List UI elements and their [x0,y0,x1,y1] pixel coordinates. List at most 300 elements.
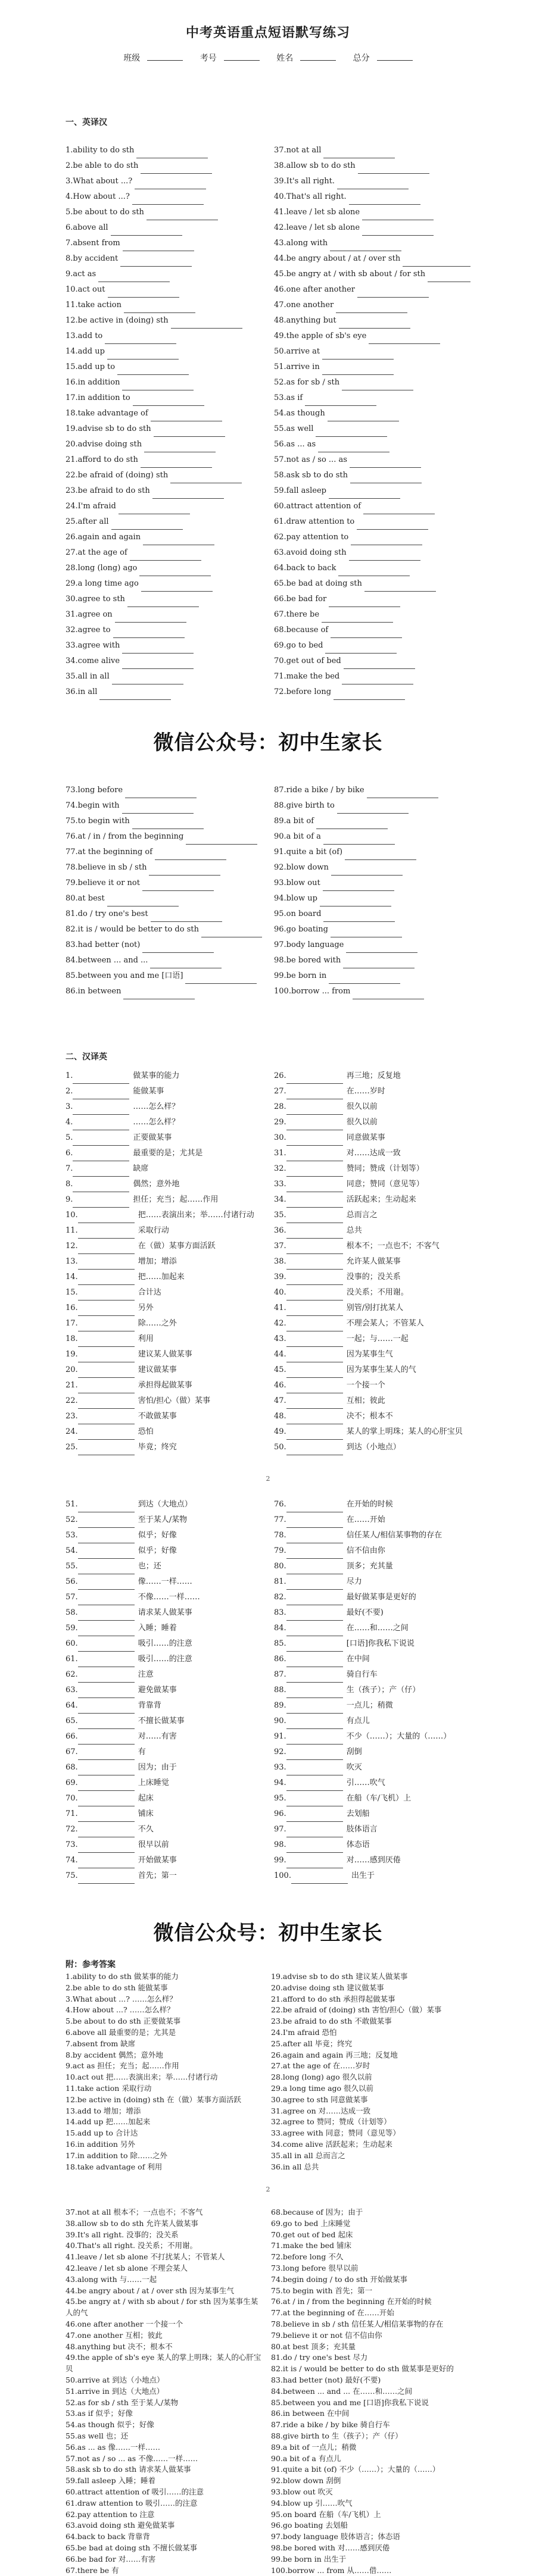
answer-blank[interactable] [171,318,242,329]
answer-item: 98.be bored with 对……感到厌倦 [271,2543,470,2554]
answer-blank[interactable] [133,396,204,406]
answer-blank[interactable] [78,1228,135,1239]
answer-blank[interactable] [141,458,212,468]
exercise-item [274,922,470,937]
item-prompt: 在……开始 [347,1512,385,1528]
answer-blank[interactable] [364,582,436,592]
answer-blank[interactable] [122,804,194,814]
answer-blank[interactable] [125,788,197,798]
answer-blank[interactable] [286,1812,343,1822]
answer-blank[interactable] [286,1383,343,1393]
answer-blank[interactable] [150,958,222,968]
answer-blank[interactable] [78,1703,135,1714]
answer-blank[interactable] [78,1812,135,1822]
answer-blank[interactable] [127,597,199,607]
item-number: 75. [66,1868,78,1884]
answer-item: 34.come alive 活跃起来；生动起来 [271,2139,470,2150]
answer-item: 85.between you and me [口语]你我私下说说 [271,2397,470,2409]
item-prompt: 入睡；睡着 [138,1621,177,1636]
answer-blank[interactable] [78,1352,135,1362]
answer-blank[interactable] [78,1275,135,1285]
answer-blank[interactable] [108,287,179,298]
answer-blank[interactable] [286,1105,343,1115]
answer-blank[interactable] [78,1781,135,1791]
item-prompt: 注意 [138,1667,154,1683]
answer-item: 94.blow up 引……吹气 [271,2498,470,2509]
answer-blank[interactable] [147,210,218,220]
answer-blank[interactable] [349,551,420,561]
answer-blank[interactable] [320,896,391,906]
answer-blank[interactable] [144,442,216,452]
answer-blank[interactable] [73,1167,129,1177]
exercise-item [274,1285,470,1300]
item-prompt: [口语]你我私下说说 [347,1636,415,1652]
answer-blank[interactable] [286,1182,343,1192]
answer-blank[interactable] [323,148,395,158]
exercise-item [274,220,470,236]
answer-blank[interactable] [286,1827,343,1837]
item-prompt: 90.a bit of a [274,829,321,845]
answer-blank[interactable] [286,1781,343,1791]
answer-blank[interactable] [130,551,201,561]
answer-blank[interactable] [322,349,394,359]
answer-blank[interactable] [339,318,410,329]
score-field[interactable] [350,52,416,64]
answer-blank[interactable] [115,612,186,623]
answer-blank[interactable] [286,1089,343,1099]
item-prompt: 2.be able to do sth [66,158,138,174]
answer-blank[interactable] [139,566,211,576]
answer-blank[interactable] [185,974,257,984]
answer-blank[interactable] [286,1352,343,1362]
answer-blank[interactable] [336,303,407,313]
answer-blank[interactable] [323,881,394,891]
item-prompt: 毕竟；终究 [138,1440,177,1455]
exercise-item [66,1177,262,1192]
answer-blank[interactable] [329,597,400,607]
exercise-item [274,1393,470,1409]
answer-blank[interactable] [291,1874,348,1884]
answer-blank[interactable] [286,1580,343,1590]
answer-blank[interactable] [111,226,182,236]
answer-blank[interactable] [331,927,402,937]
answer-blank[interactable] [349,195,420,205]
answer-blank[interactable] [286,1198,343,1208]
item-number: 26. [274,1068,286,1084]
answer-blank[interactable] [78,1430,135,1440]
item-prompt: 75.to begin with [66,814,130,829]
answer-blank[interactable] [322,612,393,623]
answer-blank[interactable] [78,1688,135,1698]
answer-blank[interactable] [286,1626,343,1636]
answer-blank[interactable] [149,865,220,876]
item-prompt: 吹灭 [347,1760,362,1775]
answer-blank[interactable] [343,958,415,968]
answer-blank[interactable] [286,1765,343,1775]
answer-blank[interactable] [154,427,225,437]
exercise-item [66,684,262,700]
class-field[interactable] [120,52,186,64]
answer-blank[interactable] [286,1120,343,1130]
answer-item: 54.as though 似乎；好像 [66,2419,265,2431]
exercise-item [274,437,470,452]
answer-blank[interactable] [350,458,421,468]
exercise-item [274,1574,470,1590]
answer-blank[interactable] [151,912,222,922]
answer-blank[interactable] [345,850,416,860]
answer-blank[interactable] [286,1595,343,1605]
item-prompt: 72.before long [274,684,331,700]
answer-blank[interactable] [329,489,400,499]
answer-blank[interactable] [78,1765,135,1775]
answer-blank[interactable] [132,195,204,205]
exercise-item [274,1543,470,1559]
answer-blank[interactable] [122,380,194,390]
answer-blank[interactable] [78,1445,135,1455]
class-label: 班级 [123,52,140,64]
answer-blank[interactable] [141,582,213,592]
item-prompt: 53.as if [274,390,303,406]
answer-blank[interactable] [367,788,438,798]
answer-blank[interactable] [111,520,183,530]
answer-blank[interactable] [201,927,262,937]
answer-item: 49.the apple of sb's eye 某人的掌上明珠；某人的心肝宝贝 [66,2352,265,2375]
answer-blank[interactable] [73,1198,129,1208]
item-prompt: 25.after all [66,514,109,530]
exercise-item [274,267,470,282]
answer-blank[interactable] [78,1642,135,1652]
answer-blank[interactable] [316,819,388,829]
answer-blank[interactable] [329,974,400,984]
answer-blank[interactable] [78,1244,135,1254]
answer-blank[interactable] [141,164,212,174]
item-prompt: 18.take advantage of [66,406,148,421]
item-prompt: 86.in between [66,984,121,999]
answer-blank[interactable] [286,1672,343,1683]
answer-blank[interactable] [78,1672,135,1683]
answer-blank[interactable] [151,411,222,421]
answer-blank[interactable] [338,566,410,576]
answer-blank[interactable] [119,504,190,514]
name-label: 姓名 [276,52,293,64]
exercise-item [66,968,262,984]
answer-blank[interactable] [122,643,194,654]
answer-blank[interactable] [286,1657,343,1667]
answer-blank[interactable] [357,520,428,530]
exercise-item [274,1698,470,1714]
answer-item: 32.agree to 赞同；赞成（计划等） [271,2117,470,2128]
answer-blank[interactable] [135,179,206,189]
answer-blank[interactable] [78,1306,135,1316]
answer-blank[interactable] [369,334,440,344]
item-number: 81. [274,1574,286,1590]
answer-blank[interactable] [78,1549,135,1559]
answer-blank[interactable] [78,1750,135,1760]
answer-blank[interactable] [337,179,409,189]
answer-blank[interactable] [286,1259,343,1270]
answer-blank[interactable] [286,1533,343,1543]
item-prompt: 36.in all [66,684,97,700]
answer-blank[interactable] [286,1290,343,1300]
answer-blank[interactable] [286,1750,343,1760]
answer-blank[interactable] [286,1518,343,1528]
answer-blank[interactable] [358,164,429,174]
answer-blank[interactable] [152,489,224,499]
answer-blank[interactable] [117,365,189,375]
student-info-line [66,52,470,64]
answer-item: 29.a long time ago 很久以前 [271,2083,470,2094]
answer-blank[interactable] [78,1383,135,1393]
exercise-item [66,1497,262,1512]
answer-blank[interactable] [318,442,389,452]
answer-blank[interactable] [78,1796,135,1806]
item-prompt: 尽力 [347,1574,362,1590]
answer-blank[interactable] [186,834,257,845]
answer-blank[interactable] [78,1518,135,1528]
answer-blank[interactable] [78,1259,135,1270]
answer-blank[interactable] [286,1337,343,1347]
answer-blank[interactable] [331,865,403,876]
exercise-item [66,1853,262,1868]
exercise-item [274,623,470,638]
answer-blank[interactable] [363,504,435,514]
answer-blank[interactable] [78,1564,135,1574]
answer-blank[interactable] [78,1213,135,1223]
item-number: 54. [66,1543,78,1559]
answer-item: 25.after all 毕竟；终究 [271,2039,470,2050]
item-prompt: 6.above all [66,220,108,236]
answer-blank[interactable] [286,1213,343,1223]
item-prompt: 背靠背 [138,1698,161,1714]
name-field[interactable] [273,52,339,64]
answer-blank[interactable] [286,1275,343,1285]
answer-blank[interactable] [286,1321,343,1331]
answer-blank[interactable] [342,380,413,390]
answer-blank[interactable] [286,1549,343,1559]
answer-blank[interactable] [123,989,195,999]
exercise-item [66,876,262,891]
exercise-item [274,860,470,876]
answer-blank[interactable] [142,943,214,953]
answer-blank[interactable] [78,1595,135,1605]
answer-blank[interactable] [112,674,183,684]
answer-blank[interactable] [142,881,214,891]
answer-blank[interactable] [73,1120,129,1130]
answer-blank[interactable] [78,1611,135,1621]
exercise-item [66,1636,262,1652]
item-prompt: 把……表演出来；举……付诸行动 [138,1208,254,1223]
answer-blank[interactable] [286,1611,343,1621]
answer-blank[interactable] [362,226,434,236]
answer-blank[interactable] [346,943,417,953]
answer-blank[interactable] [78,1502,135,1512]
answer-blank[interactable] [286,1074,343,1084]
item-prompt: 不少（……）；大量的（……） [347,1729,451,1745]
answer-blank[interactable] [403,257,470,267]
item-prompt: 64.back to back [274,561,336,576]
answer-blank[interactable] [286,1502,343,1512]
exercise-item [66,267,262,282]
answer-blank[interactable] [286,1151,343,1161]
answer-blank[interactable] [78,1734,135,1745]
answer-blank[interactable] [286,1244,343,1254]
exercise-item [66,236,262,251]
answer-blank[interactable] [331,628,402,638]
answer-blank[interactable] [323,912,395,922]
answer-blank[interactable] [78,1827,135,1837]
exercise-item [66,1729,262,1745]
item-number: 48. [274,1409,286,1424]
answer-blank[interactable] [350,473,422,483]
answer-blank[interactable] [78,1719,135,1729]
answer-blank[interactable] [78,1414,135,1424]
name-blank[interactable] [300,53,336,61]
answer-blank[interactable] [286,1688,343,1698]
answer-blank[interactable] [286,1136,343,1146]
exercise-item [274,953,470,968]
answer-blank[interactable] [330,241,401,251]
answer-blank[interactable] [78,1399,135,1409]
answer-blank[interactable] [78,1290,135,1300]
answer-blank[interactable] [286,1445,343,1455]
score-blank[interactable] [377,53,413,61]
answer-blank[interactable] [120,257,192,267]
exercise-item [66,891,262,906]
number-field[interactable] [197,52,263,64]
answer-blank[interactable] [362,210,434,220]
answer-blank[interactable] [78,1580,135,1590]
number-blank[interactable] [224,53,260,61]
item-number: 99. [274,1853,286,1868]
answer-blank[interactable] [98,272,170,282]
answer-blank[interactable] [286,1368,343,1378]
item-number: 86. [274,1652,286,1667]
answer-blank[interactable] [78,1626,135,1636]
answer-blank[interactable] [99,690,171,700]
answer-blank[interactable] [286,1703,343,1714]
answer-blank[interactable] [136,148,208,158]
answer-blank[interactable] [286,1167,343,1177]
answer-item: 4.How about ...? ……怎么样？ [66,2005,265,2016]
answer-blank[interactable] [286,1796,343,1806]
answer-blank[interactable] [325,643,397,654]
answer-blank[interactable] [428,272,470,282]
answer-blank[interactable] [78,1337,135,1347]
answer-blank[interactable] [78,1368,135,1378]
answer-blank[interactable] [344,659,415,669]
exercise-item [66,1791,262,1806]
item-prompt: 95.on board [274,906,321,922]
answer-blank[interactable] [73,1074,129,1084]
answer-blank[interactable] [286,1858,343,1868]
exercise-item [66,1424,262,1440]
answer-blank[interactable] [286,1228,343,1239]
answer-blank[interactable] [73,1151,129,1161]
answer-blank[interactable] [73,1089,129,1099]
answer-blank[interactable] [123,241,194,251]
answer-blank[interactable] [286,1719,343,1729]
answer-blank[interactable] [78,1843,135,1853]
exercise-item [274,468,470,483]
answer-blank[interactable] [322,365,394,375]
answer-blank[interactable] [286,1399,343,1409]
exercise-item [66,1378,262,1393]
item-prompt: 很早以前 [138,1837,169,1853]
answer-blank[interactable] [328,411,399,421]
exercise-item [274,592,470,607]
exercise-item [274,607,470,623]
answer-blank[interactable] [316,427,387,437]
item-prompt: 在……和……之间 [347,1621,409,1636]
answer-item: 53.as if 似乎；好像 [66,2408,265,2419]
class-blank[interactable] [147,53,183,61]
answer-blank[interactable] [286,1430,343,1440]
answer-blank[interactable] [78,1858,135,1868]
answer-blank[interactable] [305,396,376,406]
answer-blank[interactable] [78,1533,135,1543]
answer-blank[interactable] [170,473,242,483]
answer-blank[interactable] [286,1642,343,1652]
answer-blank[interactable] [342,674,413,684]
answer-blank[interactable] [143,535,214,545]
answer-blank[interactable] [78,1321,135,1331]
exercise-item [274,1605,470,1621]
exercise-item [66,1099,262,1115]
answer-blank[interactable] [155,850,226,860]
item-prompt: 73.long before [66,783,123,798]
answer-blank[interactable] [113,628,185,638]
answer-blank[interactable] [337,804,409,814]
exercise-item [274,174,470,189]
answer-blank[interactable] [132,819,204,829]
answer-item: 86.in between 在中间 [271,2408,470,2419]
exercise-item [274,1636,470,1652]
item-prompt: 31.agree on [66,607,113,623]
answer-blank[interactable] [286,1564,343,1574]
answer-item: 60.attract attention of 吸引……的注意 [66,2487,265,2498]
answer-blank[interactable] [286,1843,343,1853]
answer-blank[interactable] [286,1414,343,1424]
answer-blank[interactable] [334,690,405,700]
answer-blank[interactable] [286,1306,343,1316]
answer-blank[interactable] [351,535,422,545]
item-number: 53. [66,1528,78,1543]
answer-blank[interactable] [353,989,424,999]
answer-blank[interactable] [78,1874,135,1884]
answer-left-column [66,1971,265,2172]
answer-item: 59.fall asleep 入睡；睡着 [66,2475,265,2487]
exercise-item [274,545,470,561]
answer-blank[interactable] [357,287,429,298]
item-prompt: 建议某人做某事 [138,1347,192,1362]
answer-blank[interactable] [78,1657,135,1667]
item-prompt: 采取行动 [138,1223,169,1239]
exercise-item [66,922,262,937]
answer-item: 21.afford to do sth 承担得起做某事 [271,1994,470,2005]
answer-blank[interactable] [323,834,395,845]
exercise-item [66,638,262,654]
answer-blank[interactable] [105,334,176,344]
answer-blank[interactable] [107,349,179,359]
answer-blank[interactable] [122,659,194,669]
section2-columns-cont [66,1497,470,1884]
answer-blank[interactable] [73,1136,129,1146]
answer-blank[interactable] [73,1182,129,1192]
answer-blank[interactable] [124,303,195,313]
answer-blank[interactable] [107,896,179,906]
answer-blank[interactable] [73,1105,129,1115]
answer-blank[interactable] [286,1734,343,1745]
